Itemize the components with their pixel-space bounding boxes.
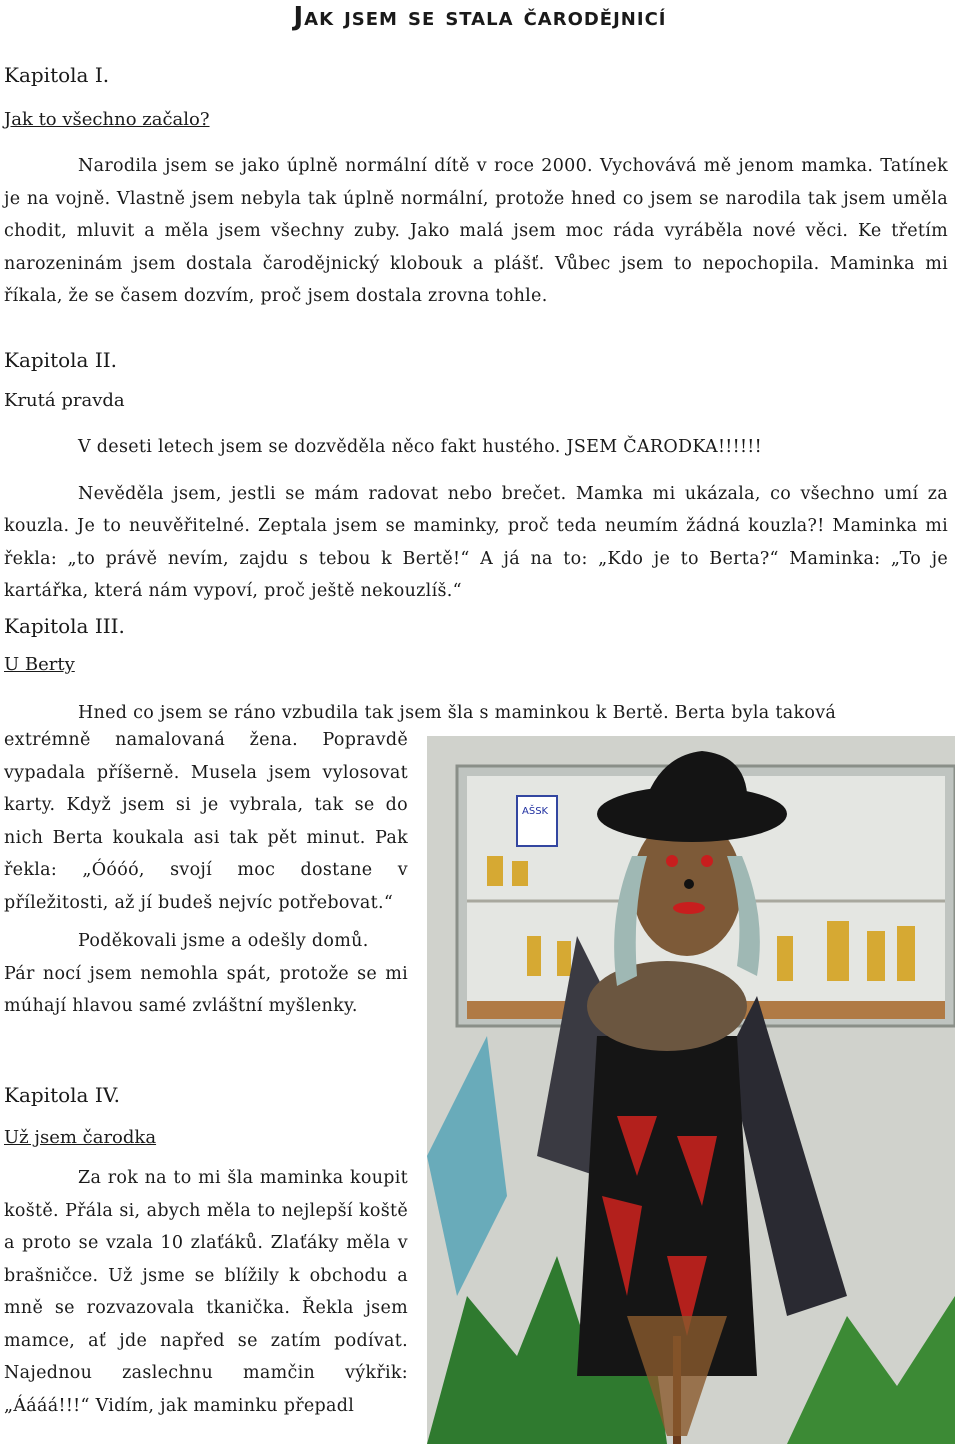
paragraph-text: V deseti letech jsem se dozvěděla něco fakt hustého. JSEM ČARODKA!!!!!! — [78, 437, 762, 457]
chapter-1 — [4, 60, 948, 313]
witch-illustration — [427, 736, 955, 1444]
paragraph-text: Nevěděla jsem, jestli se mám radovat nebo brečet. Mamka mi ukázala, co všechno umí za kouzla. Je to neuvěřitelné. Zeptala jsem se maminky, proč teda neumím žádná kouzla?! Maminka mi řekla: „to právě nevím, zajdu s tebou k Bertě!“ A já na to: „Kdo je to Berta?“ Maminka: „To je kartářka, která nám vypoví, proč ještě nekouzlíš.“ — [4, 483, 948, 601]
document-title: Jak jsem se stala čarodějnicí — [293, 2, 667, 32]
paragraph-text: Poděkovali jsme a odešly domů. — [78, 931, 369, 951]
chapter-paragraph — [4, 150, 948, 313]
chapter-subtitle: Krutá pravda — [4, 390, 125, 411]
chapter-paragraph: extrémně namalovaná žena. Popravdě vypadala příšerně. Musela jsem vylosovat karty. Když jsem si je vybrala, tak se do nich Berta koukala asi tak pět minut. Pak řekla: „Óóóó, svojí moc dostane v příležitosti, až jí budeš nejvíc potřebovat.“ — [4, 730, 408, 913]
chapter-paragraph: Pár nocí jsem nemohla spát, protože se mi múhají hlavou samé zvláštní myšlenky. — [4, 963, 408, 1016]
chapter-2 — [4, 345, 948, 608]
chapter-3 — [4, 611, 948, 730]
chapter-4 — [4, 1080, 408, 1422]
chapter-subtitle: U Berty — [4, 654, 75, 675]
chapter-paragraph — [4, 1162, 408, 1422]
chapter-paragraph — [4, 431, 948, 464]
witch-photo — [427, 736, 955, 1444]
chapter-heading: Kapitola IV. — [4, 1083, 121, 1107]
trophy-sign-label: AŠSK — [522, 806, 549, 817]
paragraph-text: Za rok na to mi šla maminka koupit koště. Přála si, abych měla to nejlepší koště a proto se vzala 10 zlaťáků. Zlaťáky měla v brašničce. Už jsme se blížily k obchodu a mně se rozvazovala tkanička. Řekla jsem mamce, ať jde napřed se zatím podívat. Najednou zaslechnu mamčin výkřik: „Áááá!!!“ Vidím, jak maminku přepadl — [4, 1168, 408, 1416]
chapter-heading: Kapitola II. — [4, 348, 117, 372]
paragraph-text: Narodila jsem se jako úplně normální dítě v roce 2000. Vychovává mě jenom mamka. Tatínek je na vojně. Vlastně jsem nebyla tak úplně normální, protože hned co jsem se narodila tak jsem uměla chodit, mluvit a měla jsem všechny zuby. Jako malá jsem moc ráda vyráběla nové věci. Ke třetím narozeninám jsem dostala čarodějnický klobouk a plášť. Vůbec jsem to nepochopila. Maminka mi říkala, že se časem dozvím, proč jsem dostala zrovna tohle. — [4, 156, 948, 306]
chapter-heading: Kapitola I. — [4, 63, 110, 87]
chapter-paragraph — [4, 478, 948, 608]
chapter-paragraph — [4, 925, 408, 958]
chapter-heading: Kapitola III. — [4, 614, 125, 638]
paragraph-text: Hned co jsem se ráno vzbudila tak jsem šla s maminkou k Bertě. Berta byla taková — [78, 703, 837, 723]
chapter-subtitle: Už jsem čarodka — [4, 1127, 157, 1148]
chapter-subtitle: Jak to všechno začalo? — [4, 109, 210, 130]
chapter-3-narrow-column — [4, 724, 408, 1023]
